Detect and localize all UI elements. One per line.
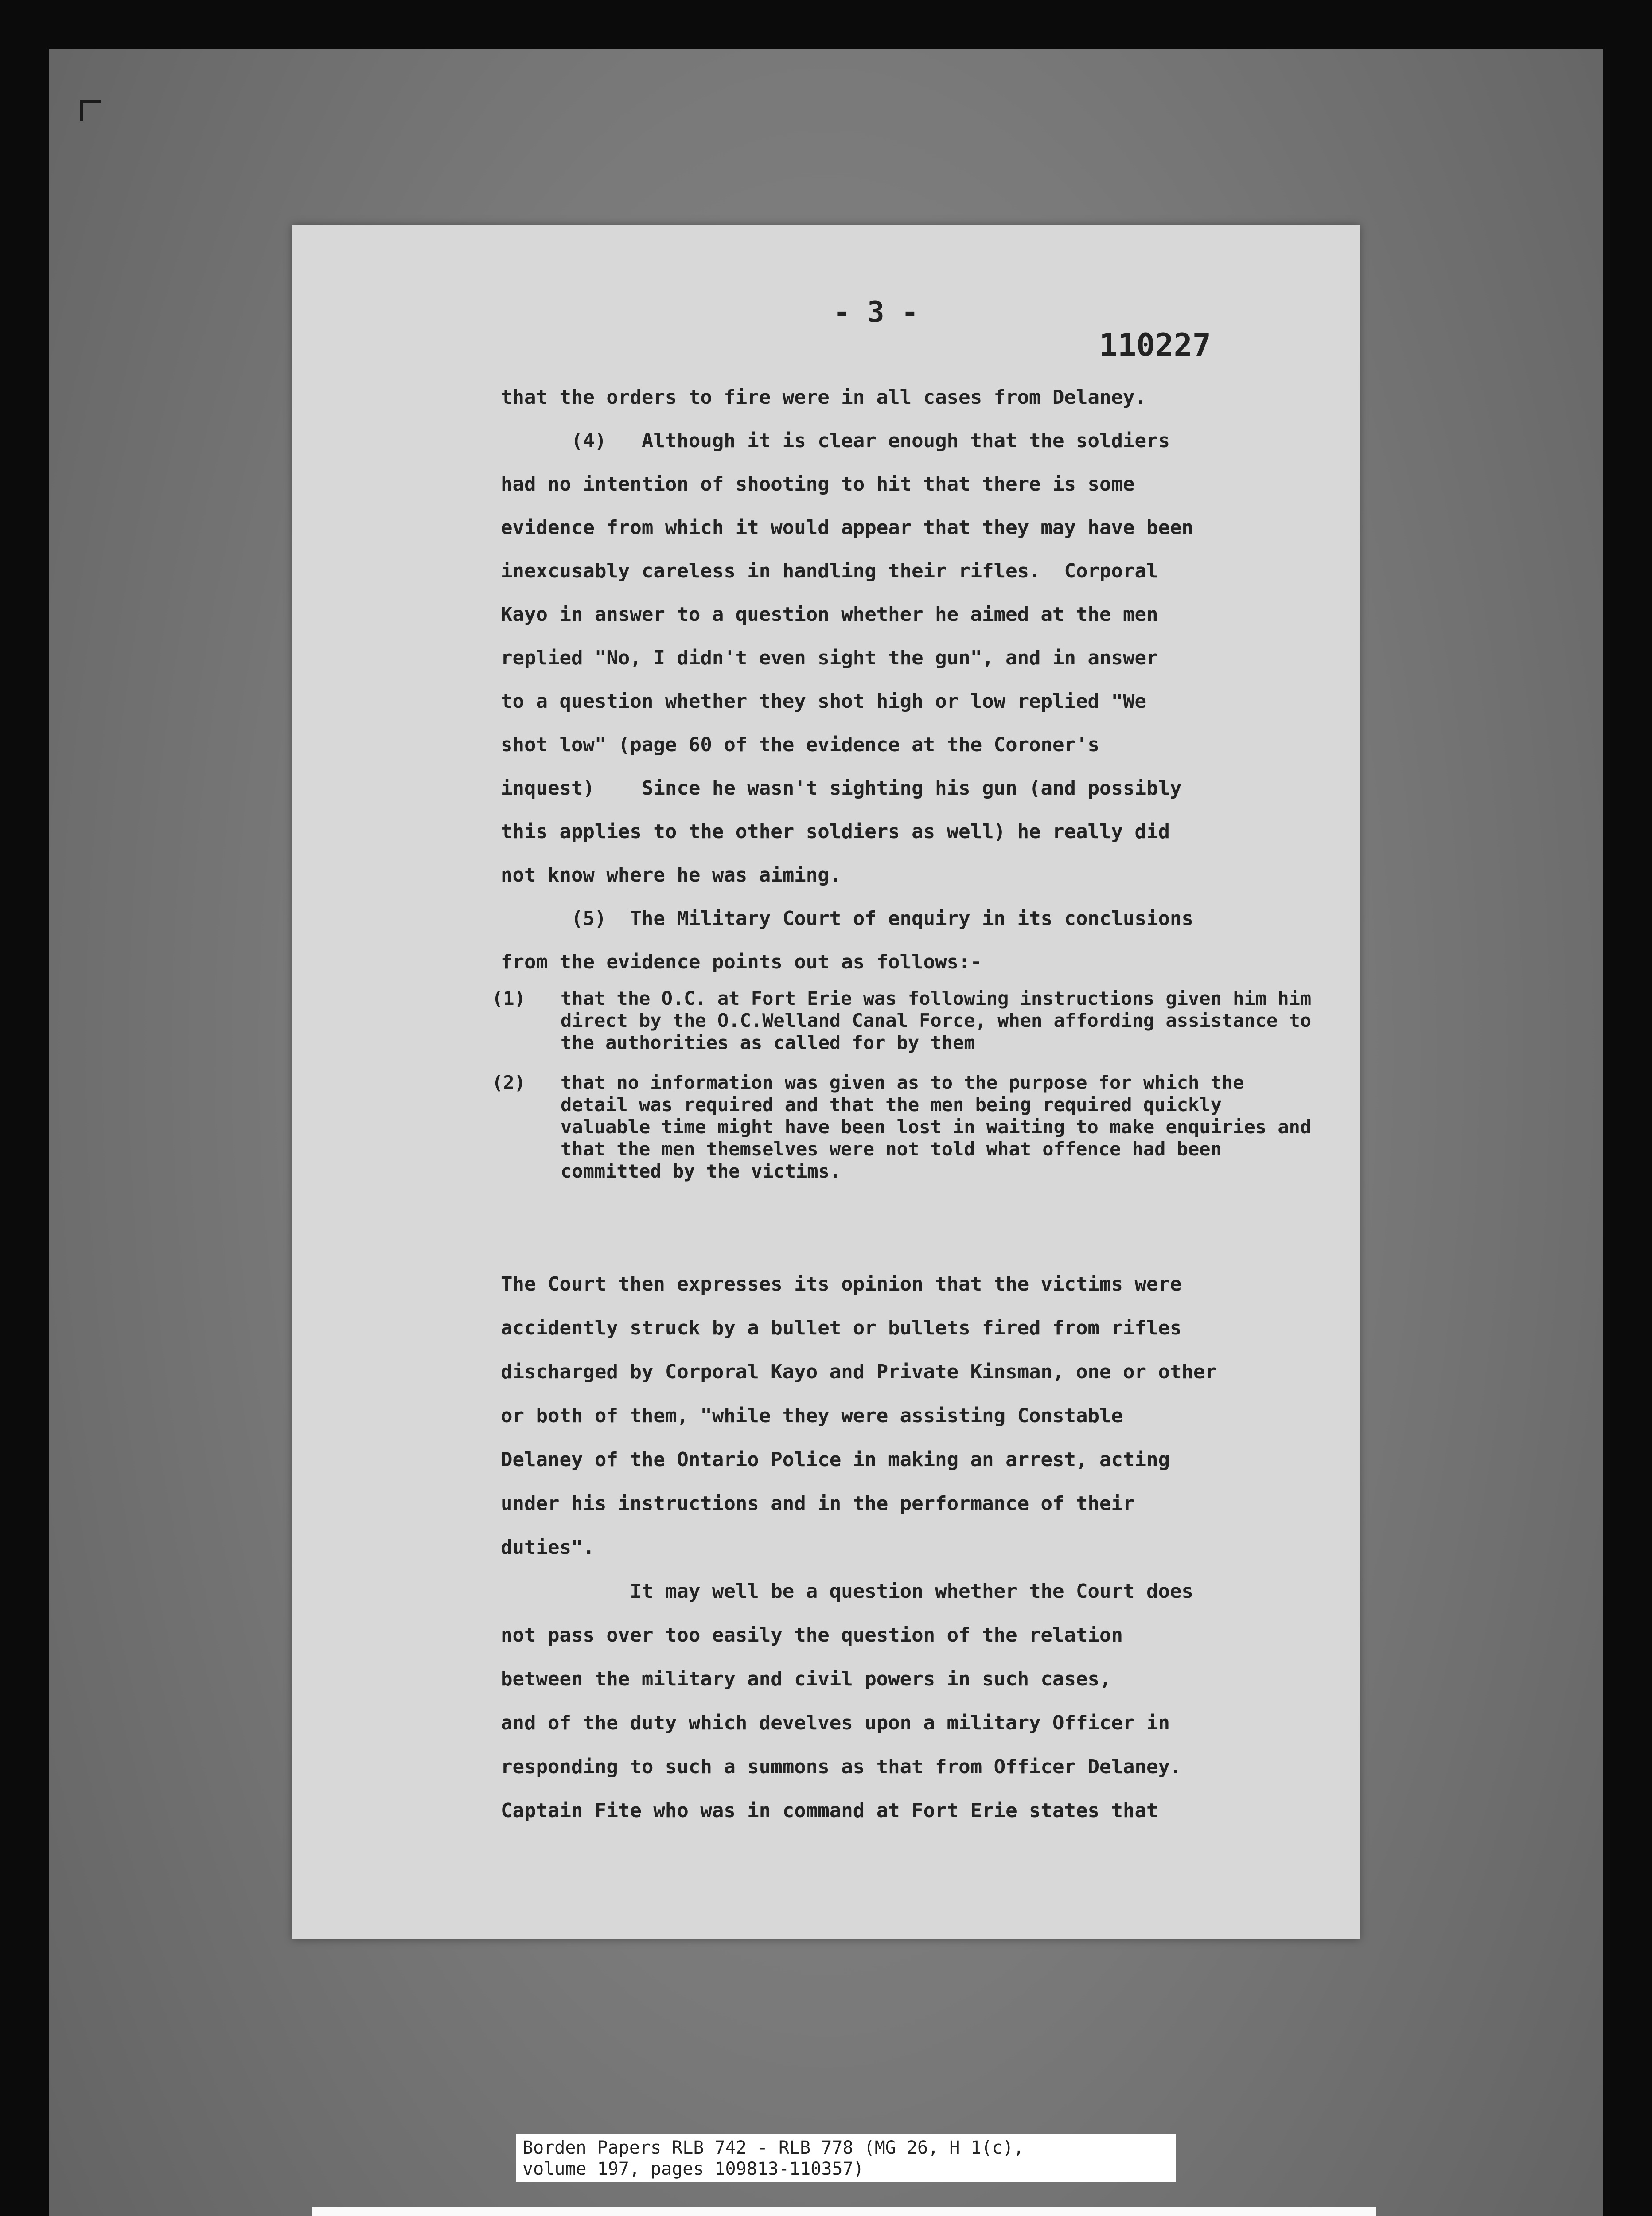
list-item-text: that the O.C. at Fort Erie was following instructions given him him direct by the O.C.Welland Canal Force, when affording assistance to the authorities as called for by them [561, 987, 1312, 1053]
document-number: 110227 [1099, 327, 1211, 363]
list-item [492, 987, 1312, 1054]
paragraph-intro: that the orders to fire were in all cases from Delaney. (4) Although it is clear enough that the soldiers had no intention of shooting to hit that there is some evidence from which it would appear that they may have been inexcusably careless in handling their rifles. Corporal Kayo in answer to a question whether he aimed at the men replied "No, I didn't even sight the gun", and in answer to a question whether they shot high or low replied "We shot low" (page 60 of the evidence at the Coroner's inquest) Since he wasn't sighting his gun (and possibly this applies to the other soldiers as well) he really did not know where he was aiming. (5) The Military Court of enquiry in its conclusions from the evidence points out as follows:- [501, 386, 1193, 973]
paragraph-court: The Court then expresses its opinion that the victims were accidently struck by a bullet or bullets fired from rifles discharged by Corporal Kayo and Private Kinsman, one or other or both of them, "while they were assisting Constable Delaney of the Ontario Police in making an arrest, acting under his instructions and in the performance of their duties". It may well be a question whether the Court does not pass over too easily the question of the relation between the military and civil powers in such cases, and of the duty which develves upon a military Officer in responding to such a summons as that from Officer Delaney. Captain Fite who was in command at Fort Erie states that [501, 1273, 1217, 1822]
collection-label [516, 2134, 1176, 2182]
conclusions-list [492, 987, 1312, 1200]
list-item-number: (2) [492, 1072, 526, 1093]
list-item-text: that no information was given as to the purpose for which the detail was required and that the men being required quickly valuable time might have been lost in waiting to make enquiries and that the men themselves were not told what offence had been committed by the victims. [561, 1072, 1312, 1182]
collection-label-line1: Borden Papers RLB 742 - RLB 778 (MG 26, H 1(c), [522, 2138, 1024, 2158]
frame-corner-mark [80, 100, 101, 121]
page-number: - 3 - [833, 296, 919, 329]
collection-label-line2: volume 197, pages 109813-110357) [522, 2159, 864, 2179]
list-item-number: (1) [492, 987, 526, 1009]
archives-banner [312, 2207, 1376, 2216]
list-item [492, 1072, 1312, 1182]
typed-document-page [292, 225, 1360, 1939]
